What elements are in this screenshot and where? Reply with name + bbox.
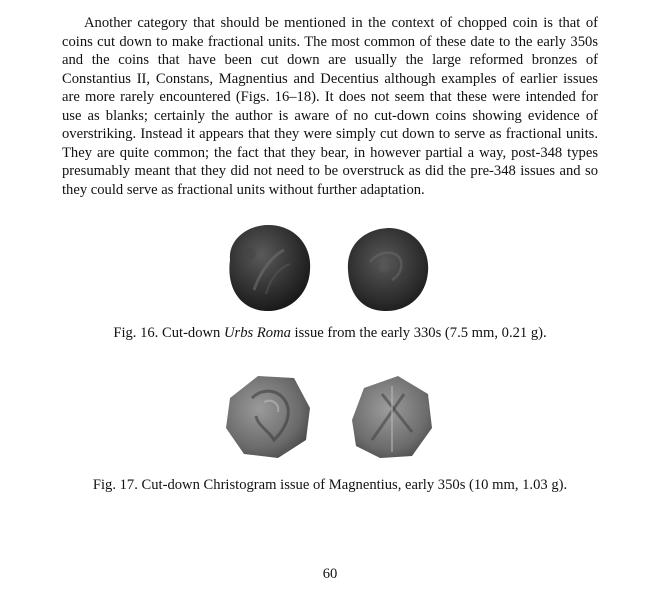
coin-reverse-icon [342,368,438,464]
figure-16-images [0,220,660,320]
coin-obverse-icon [218,368,316,464]
coin-reverse-icon [340,222,434,316]
body-paragraph: Another category that should be mentioned in the context of chopped coin is that of coins cut down to make fractional units. The most common of these date to the early 350s and the coins that have been cut down are usually the large reformed bronzes of Constantius II, Constans, Magnentius and Decentius although examples of earlier issues are more rarely encountered (Figs. 16–18). It does not seem that these were intended for use as blanks; certainly the author is aware of no cut-down coins showing evidence of overstriking. Instead it appears that they were simply cut down to serve as fractional units. They are quite common; the fact that they bear, in however partial a way, post-348 types presumably meant that they did not need to be overstruck as did the pre-348 issues and so they could serve as fractional units without further adaptation. [62,15,598,198]
coin-obverse-icon [220,220,316,316]
page-number: 60 [322,566,338,582]
figure-17-caption: Fig. 17. Cut-down Christogram issue of Magnentius, early 350s (10 mm, 1.03 g). [92,477,568,493]
figure-16-caption: Fig. 16. Cut-down Urbs Roma issue from the early 330s (7.5 mm, 0.21 g). [113,325,547,341]
figure-17-images [0,368,660,468]
